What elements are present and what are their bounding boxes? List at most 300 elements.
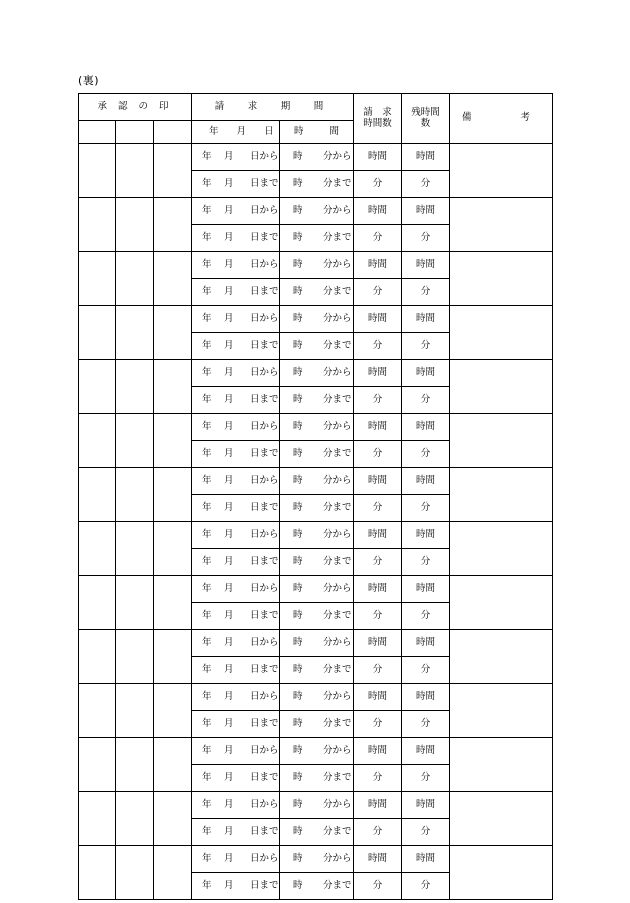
time-to-minute-label: 分まで (323, 285, 352, 297)
date-to-day-label: 日まで (250, 609, 279, 621)
time-to-cell[interactable] (280, 279, 354, 306)
claim-minutes-cell[interactable] (354, 495, 402, 522)
date-from-day-label: 日から (250, 150, 279, 162)
date-to-year-label: 年 (202, 771, 212, 783)
date-from-day-label: 日から (250, 852, 279, 864)
overtime-hours-cell[interactable] (402, 576, 450, 603)
claim-minutes-cell[interactable] (354, 819, 402, 846)
claim-hours-cell[interactable] (354, 306, 402, 333)
remarks-cell[interactable] (450, 630, 553, 684)
overtime-hours-unit: 時間 (416, 798, 436, 810)
stamp-cell-1[interactable] (79, 738, 116, 792)
time-from-cell[interactable] (280, 846, 354, 873)
overtime-hours-cell[interactable] (402, 414, 450, 441)
stamp-cell-3[interactable] (154, 792, 192, 846)
date-to-year-label: 年 (202, 825, 212, 837)
stamp-cell-3[interactable] (154, 522, 192, 576)
date-to-cell[interactable] (192, 711, 280, 738)
date-from-cell[interactable] (192, 360, 280, 387)
overtime-minutes-cell[interactable] (402, 387, 450, 414)
overtime-hours-unit: 時間 (416, 420, 436, 432)
stamp-cell-2[interactable] (116, 846, 154, 900)
stamp-cell-1[interactable] (79, 360, 116, 414)
date-from-month-label: 月 (224, 798, 234, 810)
stamp-cell-2[interactable] (116, 468, 154, 522)
claim-hours-cell[interactable] (354, 576, 402, 603)
date-from-year-label: 年 (202, 366, 212, 378)
date-to-year-label: 年 (202, 501, 212, 513)
date-to-cell[interactable] (192, 495, 280, 522)
header-hm-sub (280, 121, 354, 144)
overtime-minutes-cell[interactable] (402, 279, 450, 306)
remarks-cell[interactable] (450, 846, 553, 900)
date-from-year-label: 年 (202, 312, 212, 324)
remarks-cell[interactable] (450, 684, 553, 738)
overtime-minutes-unit: 分 (420, 879, 431, 891)
claim-minutes-cell[interactable] (354, 603, 402, 630)
date-from-day-label: 日から (250, 204, 279, 216)
claim-hours-unit: 時間 (368, 312, 388, 324)
claim-hours-cell[interactable] (354, 738, 402, 765)
header-overtime-line1: 残時間 (411, 107, 440, 119)
overtime-minutes-cell[interactable] (402, 603, 450, 630)
time-to-cell[interactable] (280, 873, 354, 900)
claim-hours-cell[interactable] (354, 360, 402, 387)
stamp-cell-3[interactable] (154, 414, 192, 468)
date-from-month-label: 月 (224, 420, 234, 432)
header-claim-hours (354, 94, 402, 144)
claim-hours-cell[interactable] (354, 468, 402, 495)
date-from-year-label: 年 (202, 420, 212, 432)
date-to-cell[interactable] (192, 387, 280, 414)
date-from-month-label: 月 (224, 744, 234, 756)
header-month-label: 月 (236, 125, 247, 137)
claim-minutes-cell[interactable] (354, 387, 402, 414)
time-to-cell[interactable] (280, 819, 354, 846)
time-from-cell[interactable] (280, 522, 354, 549)
date-to-month-label: 月 (224, 609, 234, 621)
overtime-hours-cell[interactable] (402, 468, 450, 495)
date-to-day-label: 日まで (250, 555, 279, 567)
time-from-hour-label: 時 (293, 150, 303, 162)
date-to-cell[interactable] (192, 549, 280, 576)
claim-hours-cell[interactable] (354, 684, 402, 711)
date-from-day-label: 日から (250, 420, 279, 432)
overtime-minutes-cell[interactable] (402, 333, 450, 360)
stamp-cell-1[interactable] (79, 522, 116, 576)
claim-minutes-unit: 分 (372, 231, 383, 243)
stamp-cell-2[interactable] (116, 738, 154, 792)
overtime-minutes-cell[interactable] (402, 549, 450, 576)
time-to-minute-label: 分まで (323, 555, 352, 567)
time-from-minute-label: 分から (323, 258, 352, 270)
time-to-hour-label: 時 (293, 771, 303, 783)
overtime-hours-unit: 時間 (416, 690, 436, 702)
claim-minutes-cell[interactable] (354, 279, 402, 306)
overtime-hours-cell[interactable] (402, 522, 450, 549)
date-from-cell[interactable] (192, 252, 280, 279)
date-from-cell[interactable] (192, 792, 280, 819)
stamp-cell-3[interactable] (154, 360, 192, 414)
date-from-month-label: 月 (224, 528, 234, 540)
header-claim-hours-line2: 時間数 (363, 117, 392, 129)
claim-hours-cell[interactable] (354, 414, 402, 441)
claim-hours-unit: 時間 (368, 474, 388, 486)
overtime-minutes-cell[interactable] (402, 711, 450, 738)
remarks-cell[interactable] (450, 576, 553, 630)
time-to-cell[interactable] (280, 441, 354, 468)
date-from-cell[interactable] (192, 684, 280, 711)
time-to-cell[interactable] (280, 549, 354, 576)
overtime-minutes-cell[interactable] (402, 441, 450, 468)
header-hour-label: 時 (294, 125, 304, 137)
time-to-cell[interactable] (280, 711, 354, 738)
claim-minutes-unit: 分 (372, 177, 383, 189)
time-from-cell[interactable] (280, 468, 354, 495)
time-from-cell[interactable] (280, 630, 354, 657)
date-to-cell[interactable] (192, 333, 280, 360)
remarks-cell[interactable] (450, 144, 553, 198)
stamp-cell-3[interactable] (154, 198, 192, 252)
remarks-cell[interactable] (450, 306, 553, 360)
claim-hours-unit: 時間 (368, 852, 388, 864)
stamp-cell-3[interactable] (154, 306, 192, 360)
stamp-cell-1[interactable] (79, 306, 116, 360)
stamp-cell-3[interactable] (154, 144, 192, 198)
date-from-cell[interactable] (192, 846, 280, 873)
date-from-day-label: 日から (250, 258, 279, 270)
table-row (79, 144, 553, 171)
date-to-cell[interactable] (192, 603, 280, 630)
claim-minutes-cell[interactable] (354, 171, 402, 198)
header-stamp-col-1 (79, 121, 116, 144)
overtime-hours-unit: 時間 (416, 204, 436, 216)
overtime-hours-cell[interactable] (402, 846, 450, 873)
time-from-cell[interactable] (280, 792, 354, 819)
time-to-hour-label: 時 (293, 285, 303, 297)
time-to-cell[interactable] (280, 333, 354, 360)
date-to-cell[interactable] (192, 441, 280, 468)
claim-hours-cell[interactable] (354, 144, 402, 171)
date-from-cell[interactable] (192, 144, 280, 171)
overtime-minutes-unit: 分 (420, 555, 431, 567)
overtime-hours-cell[interactable] (402, 684, 450, 711)
date-to-month-label: 月 (224, 447, 234, 459)
overtime-hours-unit: 時間 (416, 582, 436, 594)
stamp-cell-3[interactable] (154, 684, 192, 738)
time-from-minute-label: 分から (323, 852, 352, 864)
time-to-minute-label: 分まで (323, 339, 352, 351)
date-from-year-label: 年 (202, 798, 212, 810)
time-to-cell[interactable] (280, 495, 354, 522)
remarks-cell[interactable] (450, 414, 553, 468)
date-to-day-label: 日まで (250, 771, 279, 783)
header-day-label: 日 (264, 125, 274, 137)
date-from-cell[interactable] (192, 522, 280, 549)
claim-minutes-cell[interactable] (354, 225, 402, 252)
time-from-minute-label: 分から (323, 474, 352, 486)
overtime-hours-cell[interactable] (402, 792, 450, 819)
time-to-minute-label: 分まで (323, 825, 352, 837)
claim-minutes-unit: 分 (372, 555, 383, 567)
remarks-cell[interactable] (450, 522, 553, 576)
stamp-cell-1[interactable] (79, 792, 116, 846)
date-from-cell[interactable] (192, 468, 280, 495)
overtime-minutes-cell[interactable] (402, 225, 450, 252)
time-to-hour-label: 時 (293, 879, 303, 891)
overtime-hours-unit: 時間 (416, 258, 436, 270)
time-to-hour-label: 時 (293, 177, 303, 189)
time-from-hour-label: 時 (293, 852, 303, 864)
claim-hours-unit: 時間 (368, 582, 388, 594)
date-from-month-label: 月 (224, 150, 234, 162)
header-year-label: 年 (209, 125, 219, 137)
date-from-year-label: 年 (202, 636, 212, 648)
date-to-year-label: 年 (202, 177, 212, 189)
claim-minutes-cell[interactable] (354, 657, 402, 684)
overtime-minutes-unit: 分 (420, 339, 431, 351)
date-from-cell[interactable] (192, 576, 280, 603)
overtime-hours-unit: 時間 (416, 636, 436, 648)
time-from-cell[interactable] (280, 252, 354, 279)
overtime-minutes-unit: 分 (420, 771, 431, 783)
stamp-cell-2[interactable] (116, 360, 154, 414)
claim-hours-cell[interactable] (354, 252, 402, 279)
stamp-cell-1[interactable] (79, 144, 116, 198)
overtime-minutes-unit: 分 (420, 609, 431, 621)
claim-minutes-cell[interactable] (354, 765, 402, 792)
claim-hours-cell[interactable] (354, 846, 402, 873)
stamp-cell-2[interactable] (116, 198, 154, 252)
stamp-cell-2[interactable] (116, 684, 154, 738)
time-from-cell[interactable] (280, 414, 354, 441)
table-row (79, 684, 553, 711)
stamp-cell-1[interactable] (79, 576, 116, 630)
date-to-cell[interactable] (192, 819, 280, 846)
stamp-cell-3[interactable] (154, 738, 192, 792)
date-from-cell[interactable] (192, 738, 280, 765)
overtime-hours-unit: 時間 (416, 528, 436, 540)
stamp-cell-2[interactable] (116, 414, 154, 468)
stamp-cell-2[interactable] (116, 792, 154, 846)
time-from-cell[interactable] (280, 360, 354, 387)
claim-minutes-unit: 分 (372, 609, 383, 621)
time-to-minute-label: 分まで (323, 609, 352, 621)
overtime-minutes-cell[interactable] (402, 765, 450, 792)
date-to-year-label: 年 (202, 879, 212, 891)
claim-form-sheet (78, 93, 552, 900)
claim-minutes-unit: 分 (372, 771, 383, 783)
date-from-month-label: 月 (224, 204, 234, 216)
stamp-cell-3[interactable] (154, 576, 192, 630)
time-from-minute-label: 分から (323, 312, 352, 324)
claim-minutes-cell[interactable] (354, 873, 402, 900)
stamp-cell-2[interactable] (116, 576, 154, 630)
time-from-minute-label: 分から (323, 366, 352, 378)
time-to-hour-label: 時 (293, 447, 303, 459)
date-from-cell[interactable] (192, 630, 280, 657)
time-to-minute-label: 分まで (323, 231, 352, 243)
time-to-minute-label: 分まで (323, 717, 352, 729)
claim-form-table (78, 93, 553, 900)
remarks-cell[interactable] (450, 468, 553, 522)
table-row (79, 792, 553, 819)
claim-minutes-cell[interactable] (354, 441, 402, 468)
time-to-hour-label: 時 (293, 555, 303, 567)
date-to-cell[interactable] (192, 279, 280, 306)
date-to-cell[interactable] (192, 657, 280, 684)
time-to-hour-label: 時 (293, 231, 303, 243)
table-row (79, 846, 553, 873)
header-stamp-col-2 (116, 121, 154, 144)
claim-minutes-cell[interactable] (354, 333, 402, 360)
time-from-hour-label: 時 (293, 312, 303, 324)
date-from-year-label: 年 (202, 258, 212, 270)
stamp-cell-2[interactable] (116, 306, 154, 360)
time-to-minute-label: 分まで (323, 501, 352, 513)
date-to-year-label: 年 (202, 393, 212, 405)
claim-hours-cell[interactable] (354, 522, 402, 549)
overtime-hours-cell[interactable] (402, 198, 450, 225)
page-side-label: (裏) (78, 74, 100, 87)
claim-minutes-unit: 分 (372, 663, 383, 675)
stamp-cell-1[interactable] (79, 846, 116, 900)
stamp-cell-3[interactable] (154, 252, 192, 306)
date-to-year-label: 年 (202, 555, 212, 567)
overtime-hours-cell[interactable] (402, 252, 450, 279)
time-to-cell[interactable] (280, 225, 354, 252)
table-row (79, 252, 553, 279)
time-to-hour-label: 時 (293, 825, 303, 837)
table-row (79, 198, 553, 225)
overtime-minutes-unit: 分 (420, 717, 431, 729)
overtime-minutes-cell[interactable] (402, 495, 450, 522)
time-from-cell[interactable] (280, 738, 354, 765)
time-to-minute-label: 分まで (323, 879, 352, 891)
overtime-minutes-cell[interactable] (402, 171, 450, 198)
date-to-year-label: 年 (202, 609, 212, 621)
date-from-year-label: 年 (202, 744, 212, 756)
date-to-cell[interactable] (192, 765, 280, 792)
remarks-cell[interactable] (450, 738, 553, 792)
stamp-cell-1[interactable] (79, 684, 116, 738)
time-to-cell[interactable] (280, 171, 354, 198)
stamp-cell-3[interactable] (154, 846, 192, 900)
time-to-minute-label: 分まで (323, 447, 352, 459)
date-to-cell[interactable] (192, 225, 280, 252)
table-header (79, 94, 553, 144)
overtime-minutes-unit: 分 (420, 447, 431, 459)
remarks-cell[interactable] (450, 792, 553, 846)
date-from-cell[interactable] (192, 198, 280, 225)
time-to-cell[interactable] (280, 387, 354, 414)
time-to-hour-label: 時 (293, 663, 303, 675)
overtime-hours-cell[interactable] (402, 360, 450, 387)
overtime-minutes-cell[interactable] (402, 657, 450, 684)
stamp-cell-2[interactable] (116, 144, 154, 198)
date-to-year-label: 年 (202, 447, 212, 459)
time-from-hour-label: 時 (293, 690, 303, 702)
table-row (79, 630, 553, 657)
date-to-day-label: 日まで (250, 177, 279, 189)
overtime-minutes-cell[interactable] (402, 819, 450, 846)
stamp-cell-3[interactable] (154, 630, 192, 684)
time-from-cell[interactable] (280, 576, 354, 603)
table-body (79, 144, 553, 900)
table-row (79, 522, 553, 549)
stamp-cell-1[interactable] (79, 414, 116, 468)
overtime-minutes-cell[interactable] (402, 873, 450, 900)
overtime-hours-cell[interactable] (402, 144, 450, 171)
time-to-hour-label: 時 (293, 717, 303, 729)
stamp-cell-1[interactable] (79, 468, 116, 522)
overtime-hours-cell[interactable] (402, 630, 450, 657)
claim-hours-unit: 時間 (368, 150, 388, 162)
time-from-cell[interactable] (280, 684, 354, 711)
time-to-cell[interactable] (280, 603, 354, 630)
overtime-minutes-unit: 分 (420, 285, 431, 297)
stamp-cell-1[interactable] (79, 252, 116, 306)
time-from-cell[interactable] (280, 198, 354, 225)
stamp-cell-3[interactable] (154, 468, 192, 522)
date-to-month-label: 月 (224, 825, 234, 837)
date-to-day-label: 日まで (250, 879, 279, 891)
time-from-cell[interactable] (280, 144, 354, 171)
date-to-cell[interactable] (192, 171, 280, 198)
remarks-cell[interactable] (450, 360, 553, 414)
date-from-year-label: 年 (202, 528, 212, 540)
stamp-cell-1[interactable] (79, 198, 116, 252)
stamp-cell-2[interactable] (116, 252, 154, 306)
date-to-year-label: 年 (202, 663, 212, 675)
time-to-cell[interactable] (280, 765, 354, 792)
claim-minutes-unit: 分 (372, 447, 383, 459)
date-from-month-label: 月 (224, 366, 234, 378)
time-to-minute-label: 分まで (323, 393, 352, 405)
table-row (79, 360, 553, 387)
header-ymd-sub (192, 121, 280, 144)
claim-hours-cell[interactable] (354, 792, 402, 819)
claim-minutes-cell[interactable] (354, 711, 402, 738)
overtime-hours-cell[interactable] (402, 738, 450, 765)
date-to-month-label: 月 (224, 285, 234, 297)
stamp-cell-1[interactable] (79, 630, 116, 684)
stamp-cell-2[interactable] (116, 522, 154, 576)
time-from-cell[interactable] (280, 306, 354, 333)
time-to-cell[interactable] (280, 657, 354, 684)
date-to-cell[interactable] (192, 873, 280, 900)
date-from-cell[interactable] (192, 414, 280, 441)
overtime-hours-unit: 時間 (416, 312, 436, 324)
claim-hours-unit: 時間 (368, 690, 388, 702)
date-to-year-label: 年 (202, 231, 212, 243)
stamp-cell-2[interactable] (116, 630, 154, 684)
date-to-day-label: 日まで (250, 717, 279, 729)
claim-minutes-cell[interactable] (354, 549, 402, 576)
overtime-hours-unit: 時間 (416, 366, 436, 378)
date-from-day-label: 日から (250, 312, 279, 324)
remarks-cell[interactable] (450, 198, 553, 252)
claim-hours-cell[interactable] (354, 630, 402, 657)
date-from-cell[interactable] (192, 306, 280, 333)
time-from-hour-label: 時 (293, 420, 303, 432)
time-from-hour-label: 時 (293, 636, 303, 648)
overtime-hours-cell[interactable] (402, 306, 450, 333)
remarks-cell[interactable] (450, 252, 553, 306)
time-to-minute-label: 分まで (323, 663, 352, 675)
claim-hours-cell[interactable] (354, 198, 402, 225)
time-from-minute-label: 分から (323, 636, 352, 648)
